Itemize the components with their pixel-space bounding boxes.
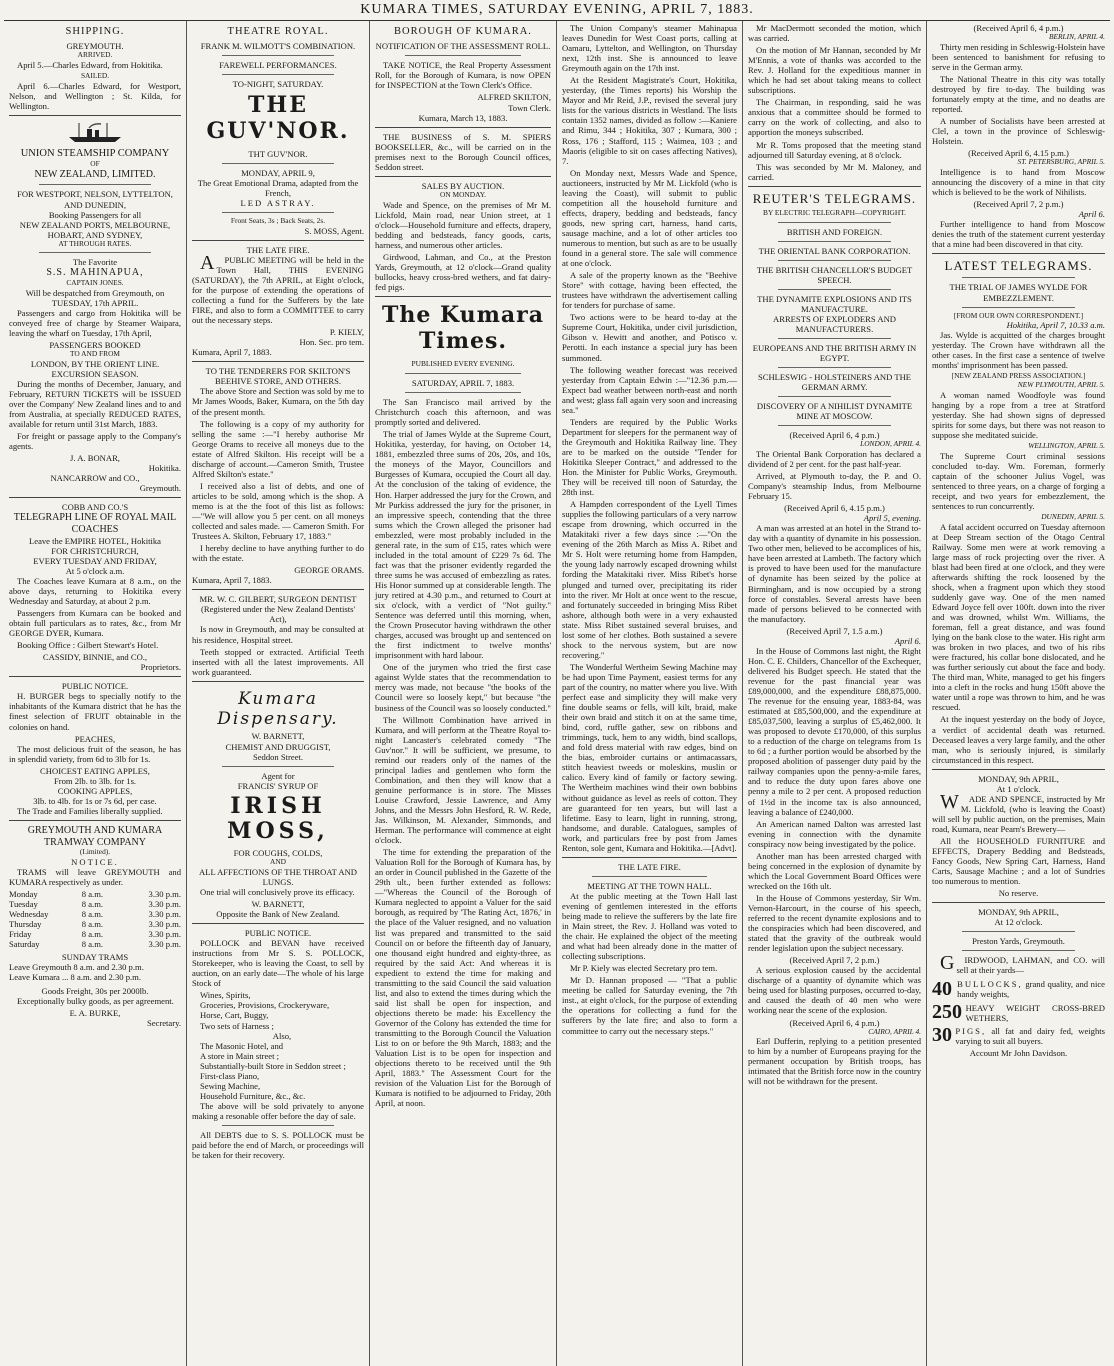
- gilbert-paragraph-1: Is now in Greymouth, and may be consulted at his residence, Hospital street.: [192, 624, 364, 645]
- gilbert-paragraph-2: Teeth stopped or extracted. Artificial Teeth inserted with all the latest improvements. All work guaranteed.: [192, 646, 364, 677]
- lot-item: BULLOCKS,: [957, 979, 1023, 990]
- article-paragraph: Two actions were to be heard to-day at the Supreme Court, Hokitika, under civil jurisdiction, Gibson v. Hewitt and another, and Potisco v. Perotti. In each instance a special jury has been summoned.: [562, 312, 737, 363]
- pollock-paragraph: POLLOCK and BEVAN have received instructions from Mr S. S. POLLOCK, Storekeeper, who is leaving the Coast, to sell by auction, on an early date—The whole of his large Stock of: [192, 938, 364, 989]
- guvnor-title: THE GUV'NOR.: [206, 92, 350, 145]
- apples-heading: CHOICEST EATING APPLES,: [40, 765, 150, 776]
- dateline: April 6.: [894, 635, 921, 646]
- cooking-heading: COOKING APPLES,: [57, 785, 133, 796]
- telegram-headline: DISCOVERY OF A NIHILIST DYNAMITE MINE AT MOSCOW.: [756, 401, 913, 422]
- assessment-paragraph: TAKE NOTICE, the Real Property Assessment Roll, for the Borough of Kumara, is now OPEN for INSPECTION at the Town Clerk's Office.: [375, 60, 551, 91]
- tram-notice-heading: NOTICE.: [71, 856, 119, 867]
- sunday-heading: SUNDAY TRAMS: [61, 952, 129, 963]
- timetable-row: Monday 8 a.m. 3.30 p.m.: [9, 889, 181, 900]
- column-6: [927, 21, 1110, 1366]
- published-line: PUBLISHED EVERY EVENING.: [411, 359, 515, 369]
- sailed-text: April 6.—Charles Edward, for Westport, Nelson, and Wellington ; St. Kilda, for Wellington.: [9, 80, 181, 111]
- stock-item: A store in Main street ;: [200, 1050, 280, 1061]
- stock-item: Horse, Cart, Buggy,: [200, 1010, 269, 1021]
- lot-item: PIGS,: [955, 1025, 987, 1036]
- stock-item: Household Furniture, &c., &c.: [200, 1090, 306, 1101]
- meeting-heading: MEETING AT THE TOWN HALL.: [587, 880, 712, 891]
- telegram-headline: BRITISH AND FOREIGN.: [786, 226, 883, 237]
- agent-for: Agent for: [261, 770, 295, 781]
- stock-item: Two sets of Harness ;: [200, 1020, 274, 1031]
- and-line: AND: [269, 857, 286, 867]
- dateline: April 6.: [1078, 209, 1105, 220]
- wade-time: At 1 o'clock.: [996, 783, 1041, 794]
- booking-office: Booking Office : Gilbert Stewart's Hotel.: [17, 640, 159, 651]
- wade-paragraph: WADE AND SPENCE, instructed by Mr M. Lickfold, (who is leaving the Coast) will sell by public auction, on the premises, Main road, Kumara, near Pearn's Brewery—: [932, 790, 1105, 834]
- tender-paragraph-3: I received also a list of debts, and one of articles to be sold, among which is the shop. A memo is at the the foot of this list as follows:—"We will allow you 5 per cent. on all moneys collected and sales made. — Cameron Smith. For Trustees A. Skilton, February 17, 1883.": [192, 480, 364, 542]
- meeting-continued: Mr R. Toms proposed that the meeting stand adjourned till Saturday evening, at 8 o'clock.: [748, 139, 921, 160]
- dateline: NEW PLYMOUTH, APRIL 5.: [1017, 380, 1105, 390]
- telegram-paragraph: Another man has been arrested charged with being concerned in the explosion of dynamite by which the Local Government Board Offices were wrecked on the 16th ult.: [748, 850, 921, 891]
- dateline: Hokitika, April 7, 10.33 a.m.: [1006, 320, 1105, 331]
- coach-passengers-paragraph: Passengers from Kumara can be booked and obtain full particulars as to rates, &c., from Mr GEORGE DYER, Kumara.: [9, 608, 181, 639]
- kiely-role: Hon. Sec. pro tem.: [299, 337, 364, 348]
- column-5: [743, 21, 927, 1366]
- household-paragraph: All the HOUSEHOLD FURNITURE and EFFECTS, Drapery Bedding and Bedsteads, Fancy Goods, New Spring Cart, Harness, Hand Carts, Sausage Machine ; and a lot of Sundries too numerous to mention.: [932, 835, 1105, 887]
- timetable-row: Friday 8 a.m. 3.30 p.m.: [9, 929, 181, 940]
- article-paragraph: On Monday next, Messrs Wade and Spence, auctioneers, instructed by Mr M. Lickfold (who is leaving the Coast), will submit to public competition all the household furniture and effects, drapery, bedding and bedsteads, fancy goods, new spring cart, harness, hand carts, sausage machine, and a lot of other articles too numerous to mention, but such as are to be usually found in a general store. The sale will commence at one o'clock.: [562, 167, 737, 269]
- paper-title: The Kumara Times.: [381, 301, 545, 354]
- telegram-paragraph: Thirty men residing in Schleswig-Holstein have been sentenced to banishment for refusing to serve in the German army.: [932, 41, 1105, 72]
- passengers-paragraph: Passengers and cargo from Hokitika will be conveyed free of charge by Steamer Waipara, leaving the wharf on Tuesday, 17th April,: [9, 307, 181, 338]
- proprietors-line: Proprietors.: [140, 662, 181, 673]
- telegram-paragraph: A fatal accident occurred on Tuesday afternoon at Deep Stream section of the Otago Central Railway. Some men were at work removing a large mass of rock projecting over the river. A blast had been fired at one o'clock, and they were afterwards shifting the rock loosened by the shock, when a fragment upon which they stood suddenly gave way. One of the men named Edward Joyce fell over 100ft. down into the river and was drowned, whilst Wm. Williams, the foreman, fell a great distance, and was found lying on the bank close to the water. His right arm was broken in two places, and two of his ribs were fractured, his collar bone dislocated, and he was further seriously cut about the face and body. The third man, White, managed to get his fingers into a cleft in the rocks and hung 150ft above the water until a rope was thrown to him, and he was rescued.: [932, 521, 1105, 713]
- freight-paragraph: For freight or passage apply to the Company's agents.: [9, 431, 181, 452]
- monday-line: MONDAY, APRIL 9,: [241, 167, 315, 178]
- preston-yards: Preston Yards, Greymouth.: [972, 936, 1065, 947]
- barnett-name: W. BARNETT,: [251, 731, 305, 742]
- cooking-text: 3lb. to 4lb. for 1s or 7s 6d, per case.: [33, 795, 157, 806]
- barnett-name-2: W. BARNETT,: [251, 899, 305, 909]
- masthead: KUMARA TIMES, SATURDAY EVENING, APRIL 7, 1883.: [4, 0, 1110, 21]
- sales-paragraph-2: Girdwood, Lahman, and Co., at the Preston Yards, Greymouth, at 12 o'clock—Grand quality bullocks, heavy cross-bred wethers, and fat dairy-fed pigs.: [375, 251, 551, 292]
- received-line: (Received April 6, 4 p.m.): [973, 23, 1064, 33]
- lot-number: 30: [932, 1024, 952, 1047]
- wylde-trial-heading: THE TRIAL OF JAMES WYLDE FOR EMBEZZLEMENT.: [949, 282, 1088, 303]
- debts-paragraph: All DEBTS due to S. S. POLLOCK must be paid before the end of March, or proceedings will be taken for their recovery.: [192, 1129, 364, 1161]
- trams-paragraph: TRAMS will leave GREYMOUTH and KUMARA respectively as under.: [9, 867, 181, 888]
- article-paragraph: The Union Company's steamer Mahinapua leaves Dunedin for West Coast ports, calling at Oamaru, Lyttelton, and Wellington, on Thursday next, 12th inst. She is announced to leave Greymouth again on the 17th inst.: [562, 23, 737, 74]
- seat-prices: Front Seats, 3s ; Back Seats, 2s.: [230, 216, 326, 226]
- telegram-headline: THE DYNAMITE EXPLOSIONS AND ITS MANUFACTURE.: [757, 293, 912, 314]
- seddon-line: Seddon Street.: [252, 751, 304, 762]
- ports-line: NEW ZEALAND PORTS, MELBOURNE, HOBART, AND SYDNEY,: [19, 219, 171, 240]
- telegram-paragraph: A woman named Woodfoyle was found hanging by a rope from a tree at Stratford yesterday. She had shown signs of depressed spirits for some days, but there was not reason to suppose she meditated suicide.: [932, 389, 1105, 440]
- telegram-paragraph: The National Theatre in this city was totally destroyed by fire to-day. The building was fortunately empty at the time, and no deaths are reported.: [932, 73, 1105, 114]
- sales-on-monday: ON MONDAY.: [440, 189, 486, 199]
- own-correspondent: [FROM OUR OWN CORRESPONDENT.]: [953, 310, 1084, 320]
- stock-item: The Masonic Hotel, and: [200, 1040, 284, 1051]
- agent-bonar: J. A. BONAR,: [70, 453, 120, 464]
- paper-date: SATURDAY, APRIL 7, 1883.: [411, 378, 515, 389]
- telegram-paragraph: A number of Socialists have been arrested at Clel, a town in the province of Schleswig-Holstein.: [932, 116, 1105, 147]
- stock-item: First-class Piano,: [200, 1070, 260, 1081]
- irish-moss-title: IRISH MOSS,: [227, 792, 329, 845]
- dateline: ST. PETERSBURG, APRIL 5.: [1017, 157, 1105, 167]
- coughs-line: FOR COUGHS, COLDS,: [233, 848, 323, 859]
- telegram-paragraph: At the inquest yesterday on the body of Joyce, a verdict of accidental death was returned. Deceased leaves a very large family, and the other man, who is seriously injured, is similarly circumstanced in this respect.: [932, 714, 1105, 765]
- despatched-line: Will be despatched from Greymouth, on: [25, 287, 165, 298]
- received-line: (Received April 6, 4.15 p.m.): [968, 148, 1069, 159]
- burger-paragraph: H. BURGER begs to specially notify to the inhabitants of the Kumara district that he has the finest selection of FRUIT obtainable in the colonies on hand.: [9, 691, 181, 732]
- tonight-line: TO-NIGHT, SATURDAY.: [232, 79, 324, 90]
- arrived-text: April 5.—Charles Edward, from Hokitika.: [17, 59, 163, 70]
- received-line: (Received April 7, 1.5 a.m.): [786, 625, 883, 636]
- shipping-heading: SHIPPING.: [65, 26, 125, 37]
- burke-signature: E. A. BURKE,: [69, 1007, 121, 1018]
- spiers-paragraph: THE BUSINESS of S. M. SPIERS BOOKSELLER, &c., will be carried on in the premises next to the Borough Council offices, Seddon street.: [375, 131, 551, 172]
- tram-timetable: [9, 889, 181, 949]
- late-fire-heading: THE LATE FIRE.: [246, 244, 310, 255]
- sales-paragraph-1: Wade and Spence, on the premises of Mr M. Lickfold, Main road, near Union street, at 1 o'clock—Household furniture and effects, drapery, bedding and bedsteads, fancy goods, carts, harness, and numerous other articles.: [375, 199, 551, 250]
- meeting-continued: This was seconded by Mr M. Maloney, and carried.: [748, 161, 921, 182]
- dateline: BERLIN, APRIL 4.: [1049, 32, 1105, 42]
- article-paragraph: The following weather forecast was received yesterday from Captain Edwin :—"12.36 p.m.—Expect bad weather between north-east and north and west; glass fall again very soon and increasing sea.": [562, 364, 737, 415]
- led-astray: LED ASTRAY.: [240, 198, 316, 209]
- stock-list: [192, 990, 364, 1101]
- article-paragraph: At the Resident Magistrate's Court, Hokitika, yesterday, (the Times reports) his Worship the Mayor and Mr Reid, J.P., revised the several jury lists for the various districts in Westland. The lists contain 1352 names, divided as follow :—Kaniere and Rimu, 344 ; Hokitika, 307 ; Kumara, 300 ; Ross, 176 ; Stafford, 115 ; Waimea, 103 ; and Maoris (eligible to sit on cases affecting Natives), 7.: [562, 75, 737, 166]
- skilton-role: Town Clerk.: [508, 102, 551, 113]
- sailing-date: TUESDAY, 17th APRIL.: [51, 297, 139, 308]
- christchurch-line: FOR CHRISTCHURCH,: [51, 545, 139, 556]
- lot-text: [966, 1003, 1105, 1023]
- greymouth-heading: GREYMOUTH.: [66, 41, 124, 52]
- telegram-headline: ARRESTS OF EXPLODERS AND MANUFACTURERS.: [773, 313, 896, 334]
- timetable-row: Thursday 8 a.m. 3.30 p.m.: [9, 919, 181, 930]
- notification-line: NOTIFICATION OF THE ASSESSMENT ROLL.: [375, 41, 551, 52]
- to-from-line: TO AND FROM: [70, 349, 120, 359]
- sales-heading: SALES BY AUCTION.: [421, 180, 505, 191]
- orams-date: Kumara, April 7, 1883.: [192, 575, 272, 586]
- telegram-paragraph: A serious explosion caused by the accidental discharge of a quantity of dynamite which was being used for blasting purposes, occurred to-day, and caused the death of 40 men who were working near the scene of the explosion.: [748, 965, 921, 1016]
- kiely-signature: P. KIELY,: [329, 327, 364, 338]
- late-fire-article-heading: THE LATE FIRE.: [618, 861, 681, 872]
- public-notice-heading: PUBLIC NOTICE.: [61, 681, 129, 692]
- received-line: (Received April 6, 4 p.m.): [789, 430, 880, 441]
- lot-desc: grand quality, and nice handy weights,: [957, 979, 1105, 1000]
- dateline: DUNEDIN, APRIL 5.: [1041, 511, 1105, 521]
- timetable-row: Tuesday 8 a.m. 3.30 p.m.: [9, 899, 181, 910]
- lot-item: HEAVY WEIGHT CROSS-BRED WETHERS,: [965, 1002, 1105, 1023]
- telegram-paragraph: Further intelligence to hand from Moscow denies the truth of the statement current yesterday that a mine had been discovered in that city.: [932, 219, 1105, 250]
- lot-text: [957, 979, 1105, 999]
- received-line: (Received April 6, 4.15 p.m.): [784, 503, 885, 514]
- arrived-label: ARRIVED.: [77, 50, 113, 60]
- tender-paragraph-2: The following is a copy of my authority for selling the same :—"I hereby authorise Mr George Orams to receive all moneys due to the estate of Alfred Skilton. His receipt will be a discharge of account.—Cameron Smith, Trustee Alfred Skilton's estate.": [192, 418, 364, 479]
- telegraph-line: TELEGRAPH LINE OF ROYAL MAIL COACHES: [13, 512, 177, 536]
- trade-paragraph: The Trade and Families liberally supplied.: [17, 805, 163, 816]
- agent-bonar-loc: Hokitika.: [148, 463, 181, 474]
- electric-telegraph-line: BY ELECTRIC TELEGRAPH—COPYRIGHT.: [763, 207, 906, 217]
- girdwood-monday: MONDAY, 9th APRIL,: [978, 907, 1059, 918]
- article-paragraph: Tenders are required by the Public Works Department for sleepers for the permanent way of the Greymouth and Hokitika Railway line. They are to be marked on the outside "Tender for Hokitika Sleeper Contract," and addressed to the Hon. the Minister for Public Works, Greymouth. They will be received till noon of Saturday, the 28th inst.: [562, 416, 737, 498]
- reuters-heading: REUTER'S TELEGRAMS.: [752, 190, 917, 206]
- telegram-paragraph: Earl Dufferin, replying to a petition presented to him by a number of Europeans praying for the permanent occupation by British troops, has intimated that the British force now in the country will not be withdrawn for the present.: [748, 1036, 921, 1087]
- booking-line: Booking Passengers for all: [48, 209, 142, 220]
- tender-paragraph-4: I hereby decline to have anything further to do with the estate.: [192, 543, 364, 564]
- telegram-paragraph: In the House of Commons yesterday, Sir Wm. Vernon-Harcourt, in the course of his speech, referred to the recent dynamite explosions and to the conspiracies which had been discovered, and stated that the gravity of the outbreak would render legislation upon the subject necessary.: [748, 892, 921, 954]
- every-line: EVERY TUESDAY AND FRIDAY,: [33, 555, 157, 566]
- dateline: April 5, evening.: [863, 513, 921, 524]
- lot-number: 250: [932, 1000, 962, 1023]
- sailed-label: SAILED.: [80, 71, 110, 81]
- stock-item: Also,: [272, 1030, 292, 1041]
- meeting-continued: On the motion of Mr Hannan, seconded by Mr M'Ennis, a vote of thanks was accorded to the Rev. J. Holland for the expeditious manner in which he had set about taking means to collect subscriptions.: [748, 45, 921, 96]
- theatre-company: FRANK M. WILMOTT'S COMBINATION.: [200, 41, 356, 52]
- agent-nancarrow-loc: Greymouth.: [139, 483, 181, 494]
- timetable-row: Saturday 8 a.m. 3.30 p.m.: [9, 939, 181, 950]
- telegram-headline: THE ORIENTAL BANK CORPORATION.: [758, 245, 911, 256]
- girdwood-paragraph: GIRDWOOD, LAHMAN, and CO. will sell at their yards—: [940, 952, 1105, 976]
- stock-item: Groceries, Provisions, Crockeryware,: [200, 1000, 330, 1011]
- kiely-date: Kumara, April 7, 1883.: [192, 347, 272, 358]
- goods-freight: Goods Freight, 30s per 2000lb.: [41, 985, 149, 996]
- latest-telegrams-heading: LATEST TELEGRAMS.: [944, 258, 1093, 274]
- union-nz: NEW ZEALAND, LIMITED.: [34, 168, 156, 180]
- article-paragraph: One of the jurymen who tried the first case against Wylde states that the recommendation to mercy was made, not because "the books of the Council were so loosely kept," but because "the business of the Council was so loosely conducted.": [375, 662, 551, 713]
- meeting-continued: The Chairman, in responding, said he was anxious that a committee should be formed to carry on the work of collecting, and also to apportion the moneys subscribed.: [748, 97, 921, 138]
- stock-item: Substantially-built Store in Seddon street ;: [200, 1060, 346, 1071]
- telegram-paragraph: Jas. Wylde is acquitted of the charges brought yesterday. The Crown have withdrawn all the other cases. In the first case a sentence of twelve months' imprisonment has been passed.: [932, 330, 1105, 371]
- received-line: (Received April 6, 4 p.m.): [789, 1017, 880, 1028]
- meeting-continued: Mr MacDermott seconded the motion, which was carried.: [748, 23, 921, 44]
- tender-paragraph-1: The above Store and Section was sold by me to Mr James Woods, Baker, Kumara, on the 5th day of the present month.: [192, 386, 364, 417]
- lot-desc: all fat and dairy fed, weights varying to suit all buyers.: [955, 1025, 1105, 1046]
- lot-number: 40: [932, 977, 952, 1000]
- sold-paragraph: The above will be sold privately to anyone making a resonable offer before the day of sale.: [192, 1100, 364, 1121]
- borough-heading: BOROUGH OF KUMARA.: [394, 26, 532, 37]
- skilton-signature: ALFRED SKILTON,: [477, 92, 551, 103]
- francis-line: FRANCIS' SYRUP OF: [237, 780, 319, 791]
- telegram-paragraph: Intelligence is to hand from Moscow announcing the discovery of a mine in that city which is believed to be the work of Nihilists.: [932, 166, 1105, 197]
- received-line: (Received April 7, 2 p.m.): [973, 199, 1064, 210]
- union-of: OF: [90, 159, 100, 169]
- column-1: [4, 21, 187, 1366]
- assessment-date: Kumara, March 13, 1883.: [418, 112, 508, 123]
- chemist-line: CHEMIST AND DRUGGIST,: [225, 741, 331, 752]
- telegram-headline: THE BRITISH CHANCELLOR'S BUDGET SPEECH.: [756, 264, 913, 285]
- article-paragraph: The time for extending the preparation of the Valuation Roll for the Borough of Kumara has, by an order in Council published in the Gazette of the 29th ult., been further extended as follows:—"Whereas the Council of the Borough of Kumara neglected to appoint a Valuer for the said borough, as required by 'The Rating Act, 1876,' in the place of the Valuer resigned, and no valuation list was prepared and transmitted to the said Council on or before the fifteenth day of January, one thousand eight hundred and eighty-three, as required by the said Act: And whereas it is expedient to extend the time for making and transmitting to the said Council the said valuation list, and also to extend the times during which the said list shall be open for inspection, and objections thereto be made: his Excellency the Governor of the Colony has extended the time for transmitting to the Borough Council the Valuation List to on or before the 9th March, 1883; and the Valuation List is to be open for inspection and objections thereto to be received until the 9th April, 1883." The Assessment Court for the revision of the Valuation List for the Borough of Kumara is notified to be adjourned to Friday, 20th April, at noon.: [375, 847, 551, 1109]
- tenderers-heading: TO THE TENDERERS FOR SKILTON'S BEEHIVE STORE, AND OTHERS.: [205, 366, 351, 387]
- tramway-limited: (Limited).: [79, 847, 111, 857]
- telegram-paragraph: The Oriental Bank Corporation has declared a dividend of 2 per cent. for the past half-year.: [748, 448, 921, 469]
- telegram-paragraph: Arrived, at Plymouth to-day, the P. and O. Company's steamship Indus, from Melbourne February 15.: [748, 471, 921, 502]
- burke-role: Secretary.: [146, 1017, 181, 1028]
- favorite-line: The Favorite: [72, 257, 118, 268]
- dateline: WELLINGTON, APRIL 5.: [1028, 440, 1105, 450]
- at5-line: At 5 o'clock a.m.: [65, 565, 125, 576]
- stock-item: Wines, Spirits,: [200, 990, 251, 1001]
- press-association: [NEW ZEALAND PRESS ASSOCIATION.]: [951, 371, 1086, 381]
- opposite-line: Opposite the Bank of New Zealand.: [216, 909, 340, 920]
- telegram-headline: SCHLESWIG - HOLSTEINERS AND THE GERMAN ARMY.: [757, 372, 912, 393]
- theatre-heading: THEATRE ROYAL.: [227, 26, 329, 37]
- through-rates: AT THROUGH RATES.: [58, 238, 132, 248]
- dateline: LONDON, APRIL 4.: [860, 439, 921, 449]
- telegram-paragraph: In the House of Commons last night, the Right Hon. C. E. Childers, Chancellor of the Exchequer, delivered his Budget speech. He stated that the revenue for the past financial year was £89,000,000, and the expenditure £88,875,000. The revenue for the ensuing year, 1883-84, was estimated at £85,500,000, and the expenditure at £85,037,500, leaving a surplus of £5,462,000. It was proposed to devote £170,000, of this surplus to a reduction of the charge on telegrams from 1s to 6d ; a further portion would be absorbed by the proposed abolition of passenger duty paid by the railway companies upon the penny-a-mile fares, and to reduce the duty upon fares above one penny a mile to 2 per cent. A proposed reduction of 1½d in the income tax is also announced, leaving a balance of £240,000.: [748, 645, 921, 817]
- affections-line: ALL AFFECTIONS OF THE THROAT AND LUNGS.: [199, 866, 357, 887]
- lot-text: [955, 1026, 1105, 1046]
- telegram-paragraph: The Supreme Court criminal sessions concluded to-day. Wm. Foreman, formerly captain of the schooner Julius Vogel, was sentenced to three years, on a charge of forging a receipt, and two years for embezzlement, the sentences to run concurrently.: [932, 450, 1105, 511]
- sunday-greymouth: Leave Greymouth 8 a.m. and 2.30 p.m.: [9, 962, 144, 973]
- farewell-line: FAREWELL PERFORMANCES.: [219, 60, 337, 71]
- dateline: CAIRO, APRIL 4.: [868, 1026, 921, 1036]
- captain-line: CAPTAIN JONES.: [66, 278, 124, 288]
- stock-item: Sewing Machine,: [200, 1080, 261, 1091]
- gilbert-registered: (Registered under the New Zealand Dentists' Act),: [200, 604, 356, 625]
- account-line: Account Mr John Davidson.: [969, 1047, 1068, 1058]
- union-title: UNION STEAMSHIP COMPANY: [20, 147, 170, 159]
- fire-paragraph: APUBLIC MEETING will be held in the Town Hall, THIS EVENING (SATURDAY), the 7th APRIL, at Eight o'clock, for the purpose of extending the operations of collecting a fund for the Sufferers by the late FIRE, and also to form a COMMITTEE to carry out the necessary steps.: [192, 251, 364, 326]
- wade-monday: MONDAY, 9th APRIL,: [978, 773, 1059, 784]
- article-paragraph: The Willmott Combination have arrived in Kumara, and will perform at the Theatre Royal to-night Lancaster's celebrated comedy "The Guv'nor." It will be sufficient, we presume, to remind our readers only of the names of the principal ladies and gentlemen who form the Combination, and then they will know that a genuine performance is in store. The Misses Louise Crawford, Jessie Lawrence, and Amy Johns, and the Messrs John Hesford, R. W. Rede, Jas. Wilkinson, M. Alexander, Simmonds, and Herman. The performance will commence at eight o'clock.: [375, 714, 551, 846]
- article-paragraph: A Hampden correspondent of the Lyell Times supplies the following particulars of a very narrow escape from drowning, which occurred in the Matakitaki river a few days since :—"On the evening of the 26th March as Miss A. Ribet and Mr S. Holt were returning home from Hampden, the young lady narrowly escaped drowning whilst fording the Matakitaki river. Miss Ribet's horse plunged and turned over, precipitating its rider into the river. Mr Holt at once went to the rescue, and fortunately succeeded in bringing Miss Ribet ashore, although both were in a very exhausted state. Miss Ribet sustained several bruises, and lost some of her clothes. Both sustained a severe shock to the nervous system, but are now recovering.": [562, 499, 737, 660]
- apples-text: From 2lb. to 3lb. for 1s.: [53, 775, 137, 786]
- article-paragraph: The San Francisco mail arrived by the Christchurch coach this afternoon, and was promptly sorted and delivered.: [375, 397, 551, 428]
- received-line: (Received April 7, 2 p.m.): [789, 955, 880, 966]
- timetable-row: Wednesday 8 a.m. 3.30 p.m.: [9, 909, 181, 920]
- bulky-goods: Exceptionally bulky goods, as per agreement.: [17, 995, 174, 1006]
- article-paragraph: The trial of James Wylde at the Supreme Court, Hokitika, yesterday, for having, on October 14, 1881, embezzled three sums of 20s, 20s, and 10s, the moneys of the Mayor, Councillors and Burgesses of Kumara, occupied the Court all day. At the conclusion of the taking of evidence, the Hon. Harper addressed the jury for the Crown, and Mr Purkiss addressed the jury for the prisoner, in an impressive speech, contending that the three sums which the Crown alleged the prisoner had embezzled, were most probably included in the general rate, in the sum of £15, rates which were included in the total amount of £229 7s 6d. The fact was that the prisoner evidently regarded the three sums he was accused of embezzling as rates. His Honor summed up at considerable length. The jury retired at 4.30 p.m., and returned to Court at six o'clock, with a verdict of "Not guilty." Sentence was deferred until this morning, when, the Crown Prosecutor having withdrawn the other charges, accused was brought up and sentenced on the first indictment to twelve months' imprisonment with hard labour.: [375, 429, 551, 661]
- lot-row: [932, 978, 1105, 1001]
- dispensary-heading: Kumara Dispensary.: [217, 688, 339, 729]
- no-reserve: No reserve.: [998, 888, 1039, 899]
- sunday-kumara: Leave Kumara ... 8 a.m. and 2.30 p.m.: [9, 972, 141, 983]
- article-paragraph: A sale of the property known as the "Beehive Store" with cottage, having been effected, the trustees have withdrawn the advertisement calling for tenders for purchase of same.: [562, 270, 737, 311]
- columns: [4, 21, 1110, 1366]
- empire-line: Leave the EMPIRE HOTEL, Hokitika: [29, 535, 161, 546]
- column-4: [557, 21, 743, 1366]
- lot-row: [932, 1001, 1105, 1024]
- ship-name: S.S. MAHINAPUA,: [46, 267, 144, 279]
- cobb-heading: COBB AND CO.'S: [61, 502, 129, 513]
- cassidy-line: CASSIDY, BINNIE, and CO.,: [42, 652, 148, 663]
- excursion-heading: EXCURSION SEASON.: [51, 368, 139, 379]
- column-2: [187, 21, 370, 1366]
- girdwood-time: At 12 o'clock.: [994, 917, 1043, 928]
- steamship-icon: [9, 120, 181, 144]
- union-route: FOR WESTPORT, NELSON, LYTTELTON, AND DUNEDIN,: [17, 189, 173, 210]
- peaches-heading: PEACHES,: [74, 733, 116, 744]
- trial-line: One trial will conclusively prove its efficacy.: [200, 886, 355, 897]
- meeting-paragraph: At the public meeting at the Town Hall last evening of gentlemen interested in the efforts being made to relieve the sufferers by the late fire in Main street, the Rev. J. Holland was voted to the chair. He explained the object of the meeting and what had been already done in the matter of collecting subscriptions.: [562, 890, 737, 962]
- tramway-heading: GREYMOUTH AND KUMARA TRAMWAY COMPANY: [27, 824, 163, 848]
- telegram-paragraph: An American named Dalton was arrested last evening in connection with the dynamite conspiracy now being investigated by the police.: [748, 818, 921, 849]
- drama-line: The Great Emotional Drama, adapted from the French,: [197, 177, 359, 199]
- peaches-paragraph: The most delicious fruit of the season, he has in splendid variety, from 6d to 3lb for 1s.: [9, 743, 181, 764]
- moss-agent: S. MOSS, Agent.: [304, 225, 364, 236]
- meeting-paragraph: Mr D. Hannan proposed — "That a public meeting be called for Saturday evening, the 7th inst., at eight o'clock, for the purpose of extending the operations for collecting a fund for the sufferers by the late fire; and also to form a committee to carry out the necessary steps.": [562, 975, 737, 1036]
- telegram-headline: EUROPEANS AND THE BRITISH ARMY IN EGYPT.: [752, 342, 917, 363]
- article-paragraph: The Wonderful Wertheim Sewing Machine may be had upon Time Payment, easiest terms for any part of the country, no matter where you live. With perfect ease and simplicity they will make very fine double seams or fells, will kilt, braid, make their own braid and stitch it on at the same time, bind, cord, ruffle gather, sew on ribbons and trimmings, tuck, hem to any width, bind scallops, and fold dress material with raw edges, bind on the bias, embroider curtains or antimacassars, stitch heaviest tweeds or moleskins, muslin or calico. Every kind of family or factory sewing. The Wertheim machines wind their own bobbins without guidance as level as reels of cotton. They are guaranteed for ten years, but will last a lifetime. Easy to learn, light in running, strong, handsome, and durable. Catalogues, samples of work, and particulars free by post from James Renton, sole gent, Kumara and Hokitika.—[Advt].: [562, 661, 737, 853]
- lot-row: [932, 1024, 1105, 1047]
- column-3: [370, 21, 557, 1366]
- guvnor-subtitle: THT GUV'NOR.: [248, 148, 308, 159]
- gilbert-heading: MR. W. C. GILBERT, SURGEON DENTIST: [199, 594, 357, 605]
- telegram-paragraph: A man was arrested at an hotel in the Strand to-day with a quantity of dynamite in his possession. Two other men, believed to be accomplices of his, have been arrested at Lambeth. The factory which is proved to have been used for the manufacture of dynamite has been seized by the police at Birmingham, and is now occupied by a strong force of constables. Several arrests have been made of persons believed to be connected with the manufactory.: [748, 523, 921, 624]
- coaches-paragraph: The Coaches leave Kumara at 8 a.m., on the above days, returning to Hokitika every Wednesday and Saturday, at about 2 p.m.: [9, 575, 181, 606]
- orams-signature: GEORGE ORAMS.: [294, 565, 364, 576]
- london-line: LONDON, BY THE ORIENT LINE.: [30, 358, 160, 369]
- meeting-paragraph: Mr P. Kiely was elected Secretary pro tem.: [570, 963, 718, 974]
- booked-line: PASSENGERS BOOKED: [49, 339, 141, 350]
- agent-nancarrow: NANCARROW and CO.,: [50, 473, 140, 484]
- excursion-paragraph: During the months of December, January, and February, RETURN TICKETS will be ISSUED over the Company' New Zealand lines and to and from Australia, at specially REDUCED RATES, available for return until 31st March, 1883.: [9, 378, 181, 429]
- pollock-notice-heading: PUBLIC NOTICE.: [244, 928, 312, 939]
